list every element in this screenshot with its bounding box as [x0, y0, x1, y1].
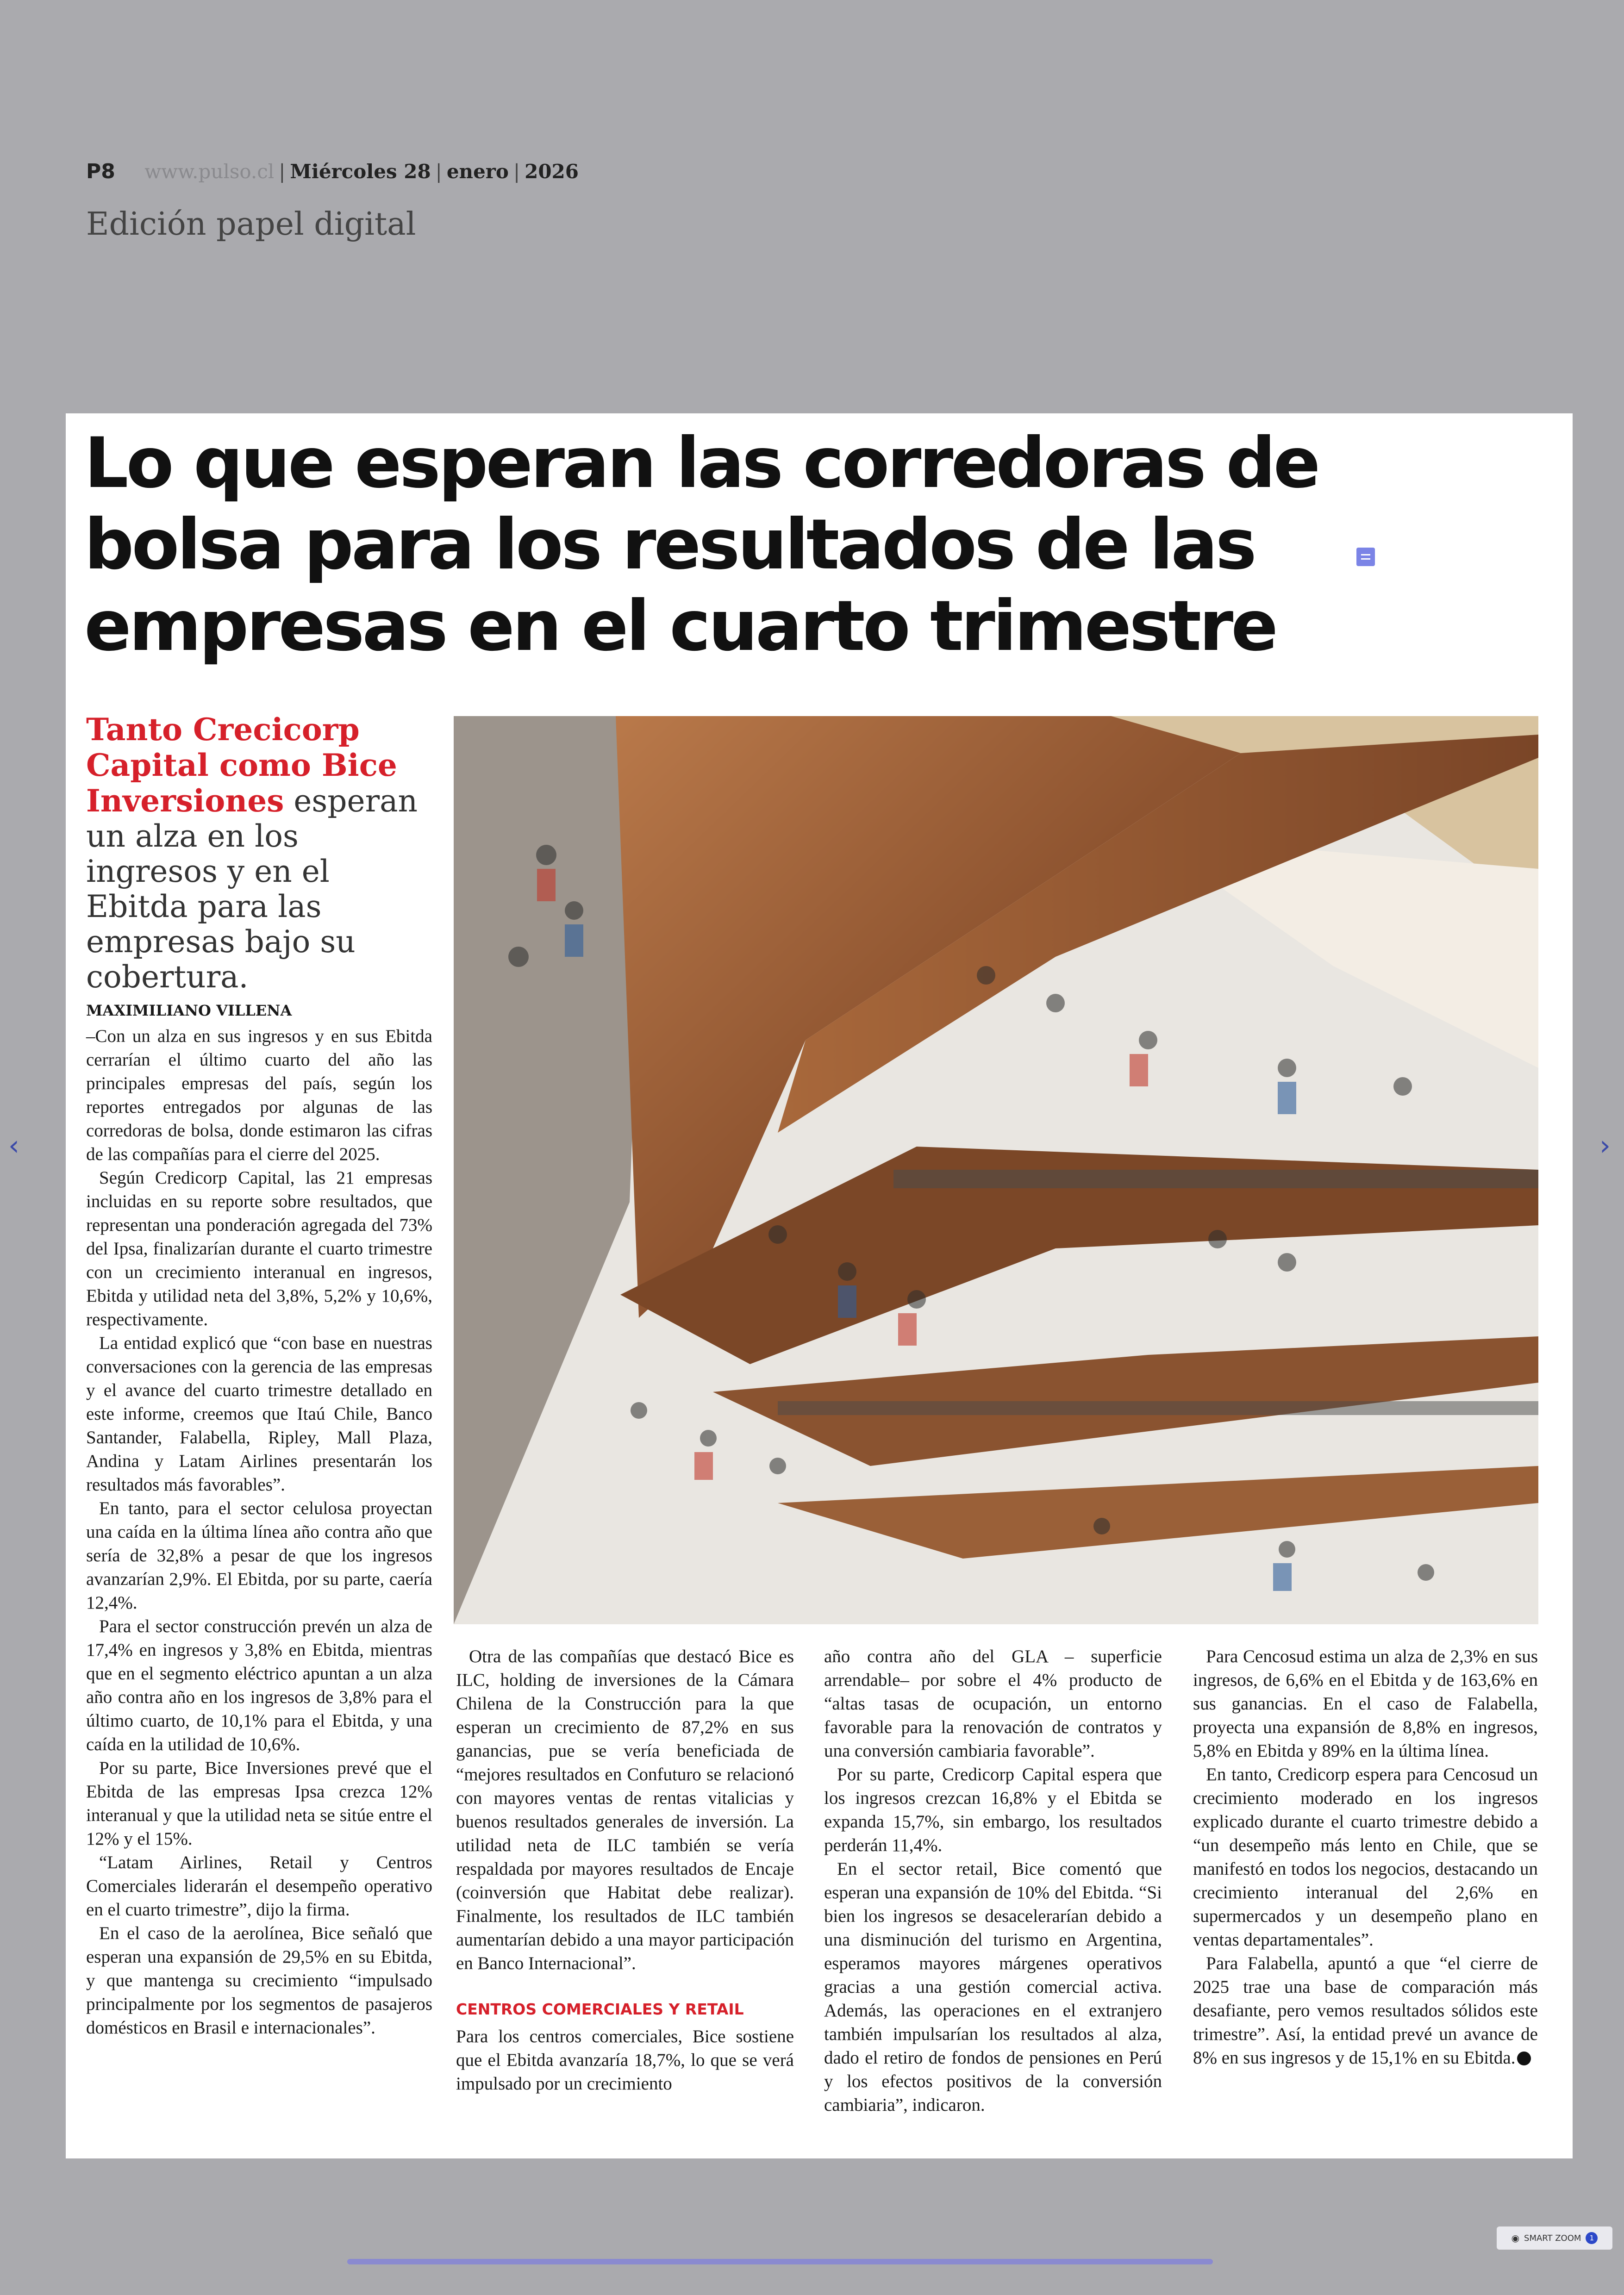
chevron-left-icon: ‹ — [8, 1129, 19, 1162]
deck-highlight: Tanto Crecicorp Capital como Bice Inversiones — [86, 711, 397, 819]
deck-text: esperan un alza en los ingresos y en el Ebitda para las empresas bajo su cobertura. — [86, 783, 418, 995]
paragraph: Según Credicorp Capital, las 21 empresas incluidas en su reporte sobre resultados, que representan una ponderación agregada del 73% del Ipsa, finalizarían durante el cuarto trimestre con un crecimiento interanual en ingresos, Ebitda y utilidad neta del 3,8%, 5,2% y 10,6%, respectivamente. — [86, 1168, 432, 1329]
headline: Lo que esperan las corredoras de bolsa para los resultados de las empresas en el cuarto trimestre — [84, 423, 1318, 667]
paragraph — [1193, 1952, 1538, 2070]
article-page — [66, 413, 1573, 2158]
escalators-photo — [454, 716, 1538, 1624]
next-page-button[interactable] — [1599, 1129, 1611, 1162]
paragraph: La entidad explicó que “con base en nuestras conversaciones con la gerencia de las empresas y el avance del cuarto trimestre detallado en este informe, creemos que Itaú Chile, Banco Santander, Falabella, Ripley, Mall Plaza, Andina y Latam Airlines presentarán los resultados más favorables”. — [86, 1333, 432, 1495]
eye-icon: ◉ — [1511, 2233, 1520, 2244]
page-scrollbar[interactable] — [347, 2259, 1213, 2264]
article-column-2 — [456, 1645, 794, 2095]
edition-label: Edición papel digital — [86, 206, 416, 243]
site-url[interactable]: www.pulso.cl — [144, 160, 275, 183]
paragraph: –Con un alza en sus ingresos y en sus Ebitda cerrarían el último cuarto del año las principales empresas del país, según los reportes entregados por algunas de las corredoras de bolsa, donde estimaron las cifras de las compañías para el cierre del 2025. — [86, 1026, 432, 1164]
note-icon[interactable] — [1356, 548, 1375, 566]
article-column-4 — [1193, 1645, 1538, 2070]
paragraph: En tanto, para el sector celulosa proyectan una caída en la última línea año contra año que sería de 32,8% a pesar de que los ingresos avanzarían 2,9%. El Ebitda, por su parte, caería 12,4%. — [86, 1498, 432, 1613]
paragraph: Por su parte, Credicorp Capital espera que los ingresos crezcan 16,8% y el Ebitda se expanda 15,7%, sin embargo, los resultados perderán 11,4%. — [824, 1765, 1162, 1855]
paragraph: Para el sector construcción prevén un alza de 17,4% en ingresos y 3,8% en Ebitda, mientras que en el segmento eléctrico apuntan a un alza año contra año en los ingresos de 3,8% para el último cuarto, de 10,1% para el Ebitda, y una caída en la utilidad de 10,6%. — [86, 1616, 432, 1754]
chevron-right-icon: › — [1599, 1129, 1611, 1162]
escalators-illustration — [454, 716, 1538, 1624]
date-day: Miércoles 28 — [290, 160, 431, 183]
byline: MAXIMILIANO VILLENA — [86, 1002, 292, 1019]
end-mark-icon — [1517, 2052, 1531, 2065]
paragraph: año contra año del GLA – superficie arrendable– por sobre el 4% producto de “altas tasas de ocupación, un entorno favorable para la renovación de contratos y una conversión cambiaria favorable”. — [824, 1646, 1162, 1761]
section-heading: CENTROS COMERCIALES Y RETAIL — [456, 2000, 744, 2018]
date-month: enero — [446, 160, 509, 183]
paragraph: Para los centros comerciales, Bice sostiene que el Ebitda avanzaría 18,7%, lo que se verá impulsado por un crecimiento — [456, 2027, 794, 2094]
smart-zoom-button[interactable] — [1497, 2226, 1612, 2250]
prev-page-button[interactable] — [8, 1129, 19, 1162]
page-number: P8 — [86, 160, 115, 183]
paragraph-text: Para Falabella, apuntó a que “el cierre de 2025 trae una base de comparación más desafiante, pero vemos resultados sólidos este trimestre”. Así, la entidad prevé un avance de 8% en sus ingresos y de 15,1% en su Ebitda. — [1193, 1953, 1538, 2068]
paragraph: Por su parte, Bice Inversiones prevé que el Ebitda de las empresas Ipsa crezca 12% interanual y que la utilidad neta se sitúe entre el 12% y el 15%. — [86, 1758, 432, 1849]
smart-zoom-label: SMART ZOOM — [1524, 2233, 1581, 2243]
paragraph: Para Cencosud estima un alza de 2,3% en sus ingresos, de 6,6% en el Ebitda y de 163,6% en sus ganancias. En el caso de Falabella, proyecta una expansión de 8,8% en ingresos, 5,8% en Ebitda y 89% en la última línea. — [1193, 1646, 1538, 1761]
paragraph: “Latam Airlines, Retail y Centros Comerciales liderarán el desempeño operativo en el cuarto trimestre”, dijo la firma. — [86, 1852, 432, 1920]
article-column-1 — [86, 999, 432, 2039]
page-header: P8 www.pulso.cl | Miércoles 28 | enero | 2026 — [86, 160, 579, 183]
smart-zoom-count: 1 — [1586, 2232, 1598, 2244]
article-column-3 — [824, 1645, 1162, 2117]
paragraph: Otra de las compañías que destacó Bice es ILC, holding de inversiones de la Cámara Chilena de la Construcción para la que esperan un crecimiento de 87,2% en sus ganancias, pue se vería beneficiada de “mejores resultados en Confuturo se relacionó con mayores ventas de rentas vitalicias y buenos resultados generales de inversión. La utilidad neta de ILC también se vería respaldada por mayores resultados de Encaje (coinversión que Habitat debe realizar). Finalmente, los resultados de ILC también aumentarían debido a una mayor participación en Banco Internacional”. — [456, 1646, 794, 1973]
paragraph: En tanto, Credicorp espera para Cencosud un crecimiento moderado en los ingresos explicado durante el cuarto trimestre debido a “un desempeño más lento en Chile, que se manifestó en todos los negocios, destacando un crecimiento interanual del 2,6% en supermercados y un desempeño plano en ventas departamentales”. — [1193, 1765, 1538, 1950]
paragraph: En el caso de la aerolínea, Bice señaló que esperan una expansión de 29,5% en su Ebitda, y que mantenga su crecimiento “impulsado principalmente por los segmentos de pasajeros domésticos en Brasil e internacionales”. — [86, 1923, 432, 2038]
deck — [86, 712, 424, 995]
paragraph: En el sector retail, Bice comentó que esperan una expansión de 10% del Ebitda. “Si bien los ingresos se desacelerarían debido a una disminución del turismo en Argentina, esperamos mayores márgenes operativos gracias a una gestión comercial activa. Además, las operaciones en el extranjero también impulsarían los resultados al alza, dado el retiro de fondos de pensiones en Perú y los efectos positivos de la conversión cambiaria”, indicaron. — [824, 1859, 1162, 2115]
date-year: 2026 — [525, 160, 579, 183]
